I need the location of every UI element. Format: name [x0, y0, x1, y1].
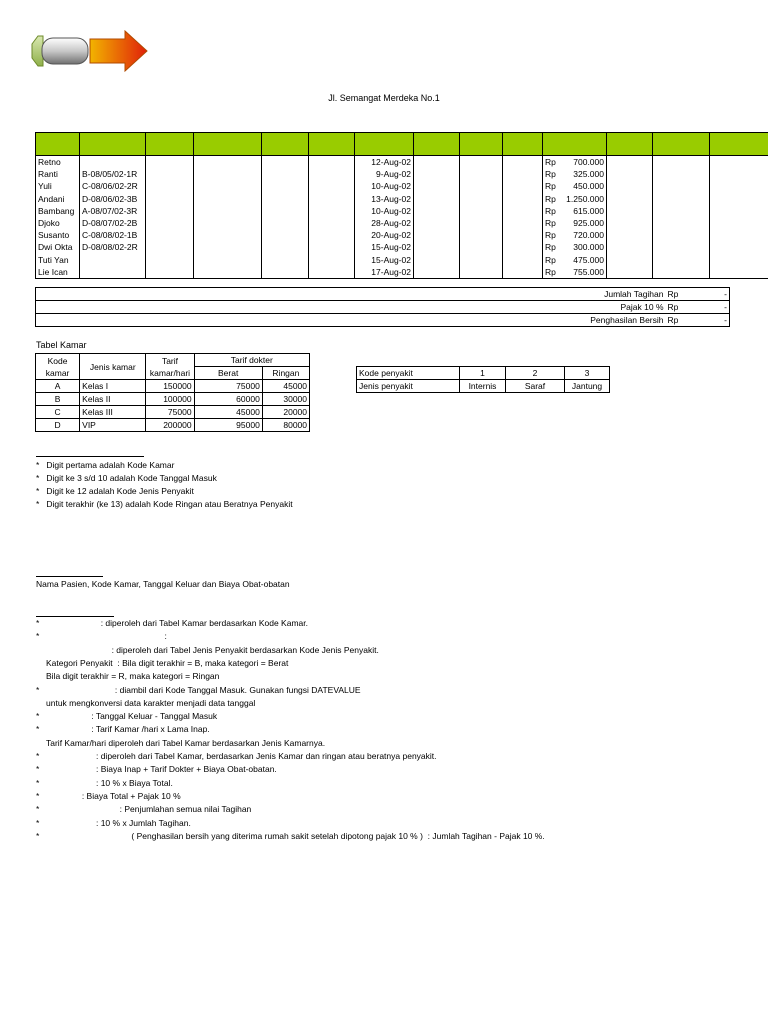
cost-value: 325.000 — [573, 169, 604, 180]
summary-currency: Rp — [666, 288, 686, 301]
biaya-obat — [543, 205, 607, 217]
summary-label: Penghasilan Bersih — [36, 314, 666, 327]
summary-value: - — [686, 288, 730, 301]
summary-value: - — [686, 301, 730, 314]
tanggal-keluar: 17-Aug-02 — [355, 266, 414, 279]
table-row — [36, 156, 768, 169]
tanggal-keluar: 15-Aug-02 — [355, 241, 414, 253]
patient-code: D-08/06/02-3B — [80, 193, 146, 205]
patient-code: A-08/07/02-3R — [80, 205, 146, 217]
col-tarif-dokter: Tarif dokter — [194, 354, 309, 367]
tarif-ringan: 45000 — [262, 380, 309, 393]
col-tarif-kamar: Tarif kamar/hari — [146, 354, 194, 380]
biaya-obat — [543, 266, 607, 279]
tarif-berat: 95000 — [194, 419, 262, 432]
tarif-berat: 45000 — [194, 406, 262, 419]
cost-value: 475.000 — [573, 254, 604, 265]
biaya-obat — [543, 193, 607, 205]
summary-row — [36, 314, 730, 327]
kode-penyakit-2: 2 — [506, 367, 565, 380]
divider-line — [36, 456, 144, 457]
patient-name: Bambang — [36, 205, 80, 217]
jenis-kamar: Kelas I — [80, 380, 146, 393]
logo-graphic — [30, 30, 150, 72]
header-row — [36, 133, 768, 156]
patient-code: C-08/08/02-1B — [80, 229, 146, 241]
cost-value: 925.000 — [573, 218, 604, 229]
instruction-line: : diperoleh dari Tabel Jenis Penyakit berdasarkan Kode Jenis Penyakit. — [36, 644, 379, 655]
biaya-obat — [543, 217, 607, 229]
biaya-obat — [543, 254, 607, 266]
note-line: * Digit ke 3 s/d 10 adalah Kode Tanggal Masuk — [36, 473, 217, 483]
currency-label: Rp — [545, 254, 556, 265]
instruction-line: * : diambil dari Kode Tanggal Masuk. Gunakan fungsi DATEVALUE — [36, 684, 361, 695]
biaya-obat — [543, 241, 607, 253]
kode-penyakit-label: Kode penyakit — [357, 367, 460, 380]
cost-value: 615.000 — [573, 205, 604, 216]
patient-code: C-08/06/02-2R — [80, 180, 146, 192]
patient-name: Djoko — [36, 217, 80, 229]
tabel-penyakit — [356, 366, 610, 393]
patient-name: Tuti Yan — [36, 254, 80, 266]
instruction-line: Kategori Penyakit : Bila digit terakhir = B, maka kategori = Berat — [46, 657, 289, 668]
patient-name: Yuli — [36, 180, 80, 192]
tanggal-keluar: 12-Aug-02 — [355, 156, 414, 169]
tarif-ringan: 20000 — [262, 406, 309, 419]
table-row — [36, 380, 310, 393]
table-row — [36, 419, 310, 432]
instruction-line: * : — [36, 631, 167, 642]
patient-code: D-08/08/02-2R — [80, 241, 146, 253]
summary-label: Pajak 10 % — [36, 301, 666, 314]
note-line: * Digit ke 12 adalah Kode Jenis Penyakit — [36, 486, 194, 496]
patient-code — [80, 156, 146, 169]
instruction-line: * : Biaya Total + Pajak 10 % — [36, 790, 181, 801]
biaya-obat — [543, 229, 607, 241]
currency-label: Rp — [545, 157, 556, 168]
tanggal-keluar: 20-Aug-02 — [355, 229, 414, 241]
code-notes — [36, 459, 293, 511]
tanggal-keluar: 13-Aug-02 — [355, 193, 414, 205]
table-row — [36, 406, 310, 419]
summary-currency: Rp — [666, 301, 686, 314]
instruction-line: * ( Penghasilan bersih yang diterima rumah sakit setelah dipotong pajak 10 % ) : Jumlah Tagihan - Pajak 10 %. — [36, 830, 545, 841]
table-row — [36, 241, 768, 253]
tarif-kamar: 150000 — [146, 380, 194, 393]
patient-name: Susanto — [36, 229, 80, 241]
tarif-berat: 75000 — [194, 380, 262, 393]
currency-label: Rp — [545, 181, 556, 192]
jenis-penyakit-1: Internis — [460, 380, 506, 393]
tarif-ringan: 30000 — [262, 393, 309, 406]
summary-row — [36, 301, 730, 314]
patient-code — [80, 254, 146, 266]
jenis-kamar: Kelas III — [80, 406, 146, 419]
instruction-line: * : 10 % x Jumlah Tagihan. — [36, 817, 191, 828]
patient-name: Ranti — [36, 168, 80, 180]
currency-label: Rp — [545, 205, 556, 216]
kode-kamar: B — [36, 393, 80, 406]
kode-kamar: D — [36, 419, 80, 432]
jenis-penyakit-3: Jantung — [565, 380, 610, 393]
cost-value: 300.000 — [573, 242, 604, 253]
table-row — [36, 205, 768, 217]
cost-value: 755.000 — [573, 266, 604, 277]
currency-label: Rp — [545, 169, 556, 180]
kode-kamar: A — [36, 380, 80, 393]
tanggal-keluar: 9-Aug-02 — [355, 168, 414, 180]
kode-penyakit-3: 3 — [565, 367, 610, 380]
currency-label: Rp — [545, 266, 556, 277]
jenis-kamar: Kelas II — [80, 393, 146, 406]
cost-value: 450.000 — [573, 181, 604, 192]
summary-currency: Rp — [666, 314, 686, 327]
currency-label: Rp — [545, 230, 556, 241]
summary-table — [35, 287, 730, 327]
patient-code — [80, 266, 146, 279]
instruction-line: * : Tanggal Keluar - Tanggal Masuk — [36, 711, 218, 722]
table-row — [36, 193, 768, 205]
table-row — [36, 393, 310, 406]
currency-label: Rp — [545, 242, 556, 253]
tanggal-keluar: 10-Aug-02 — [355, 205, 414, 217]
divider-line — [36, 576, 103, 577]
summary-label: Jumlah Tagihan — [36, 288, 666, 301]
patient-name: Dwi Okta — [36, 241, 80, 253]
kode-kamar: C — [36, 406, 80, 419]
jenis-penyakit-2: Saraf — [506, 380, 565, 393]
instruction-line: * : Penjumlahan semua nilai Tagihan — [36, 804, 252, 815]
table-row — [36, 266, 768, 279]
table-row — [36, 217, 768, 229]
kode-penyakit-1: 1 — [460, 367, 506, 380]
tanggal-keluar: 15-Aug-02 — [355, 254, 414, 266]
patient-name: Lie Ican — [36, 266, 80, 279]
summary-row — [36, 288, 730, 301]
summary-value: - — [686, 314, 730, 327]
instruction-line: * : diperoleh dari Tabel Kamar berdasarkan Kode Kamar. — [36, 618, 308, 628]
instruction-line: * : Biaya Inap + Tarif Dokter + Biaya Obat-obatan. — [36, 764, 277, 775]
instruction-line: Bila digit terakhir = R, maka kategori = Ringan — [46, 671, 220, 682]
patient-code: B-08/05/02-1R — [80, 168, 146, 180]
input-description: Nama Pasien, Kode Kamar, Tanggal Keluar dan Biaya Obat-obatan — [36, 579, 290, 589]
tabel-kamar — [35, 353, 310, 432]
col-jenis-kamar: Jenis kamar — [80, 354, 146, 380]
table-row — [36, 180, 768, 192]
patient-table — [35, 132, 768, 279]
biaya-obat — [543, 168, 607, 180]
tabel-kamar-title: Tabel Kamar — [36, 340, 87, 350]
table-row — [36, 229, 768, 241]
tarif-kamar: 75000 — [146, 406, 194, 419]
instruction-line: * : diperoleh dari Tabel Kamar, berdasarkan Jenis Kamar dan ringan atau beratnya penyakit. — [36, 751, 437, 761]
patient-name: Andani — [36, 193, 80, 205]
divider-line — [36, 616, 114, 617]
cost-value: 1.250.000 — [566, 193, 604, 204]
currency-label: Rp — [545, 193, 556, 204]
biaya-obat — [543, 156, 607, 169]
cost-value: 700.000 — [573, 157, 604, 168]
tarif-kamar: 100000 — [146, 393, 194, 406]
table-row — [36, 168, 768, 180]
currency-label: Rp — [545, 218, 556, 229]
tarif-berat: 60000 — [194, 393, 262, 406]
note-line: * Digit pertama adalah Kode Kamar — [36, 460, 175, 470]
address: Jl. Semangat Merdeka No.1 — [328, 93, 440, 103]
patient-code: D-08/07/02-2B — [80, 217, 146, 229]
patient-name: Retno — [36, 156, 80, 169]
jenis-kamar: VIP — [80, 419, 146, 432]
instruction-line: untuk mengkonversi data karakter menjadi data tanggal — [46, 697, 256, 708]
note-line: * Digit terakhir (ke 13) adalah Kode Ringan atau Beratnya Penyakit — [36, 499, 293, 509]
instruction-line: * : 10 % x Biaya Total. — [36, 777, 173, 788]
col-kode-kamar: Kode kamar — [36, 354, 80, 380]
tanggal-keluar: 28-Aug-02 — [355, 217, 414, 229]
tarif-ringan: 80000 — [262, 419, 309, 432]
tanggal-keluar: 10-Aug-02 — [355, 180, 414, 192]
col-berat: Berat — [194, 367, 262, 380]
biaya-obat — [543, 180, 607, 192]
instruction-line: Tarif Kamar/hari diperoleh dari Tabel Kamar berdasarkan Jenis Kamarnya. — [46, 737, 326, 748]
col-ringan: Ringan — [262, 367, 309, 380]
jenis-penyakit-label: Jenis penyakit — [357, 380, 460, 393]
table-row — [36, 254, 768, 266]
cost-value: 720.000 — [573, 230, 604, 241]
instruction-line: * : Tarif Kamar /hari x Lama Inap. — [36, 724, 210, 735]
tarif-kamar: 200000 — [146, 419, 194, 432]
